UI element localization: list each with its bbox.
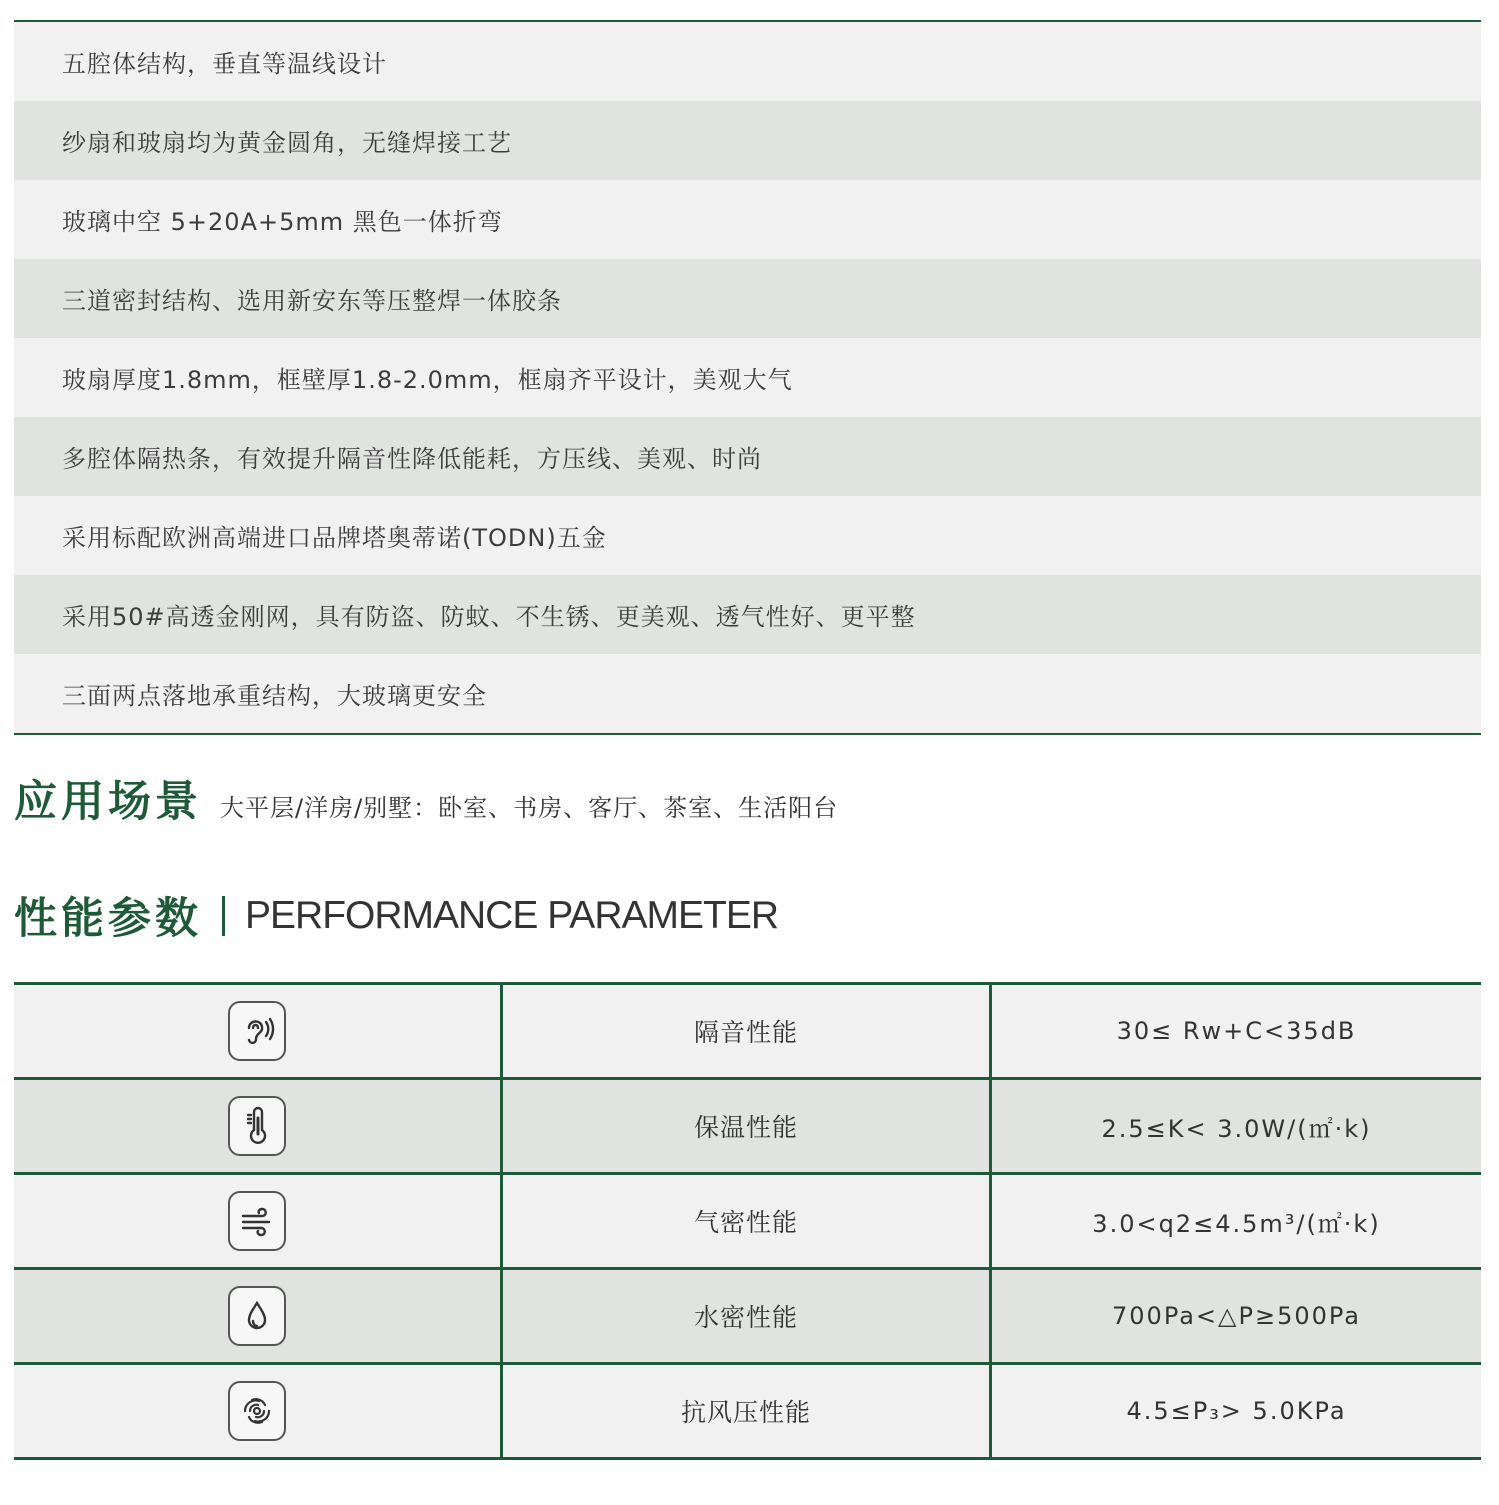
title-divider: [222, 896, 225, 936]
table-row: [14, 1175, 1481, 1270]
icon-cell: [14, 1175, 503, 1267]
param-name: 抗风压性能: [503, 1365, 992, 1457]
feature-item: 纱扇和玻扇均为黄金圆角，无缝焊接工艺: [14, 101, 1481, 180]
performance-title-en: PERFORMANCE PARAMETER: [245, 893, 778, 937]
feature-item: 五腔体结构，垂直等温线设计: [14, 22, 1481, 101]
performance-header: [14, 885, 778, 946]
icon-cell: [14, 1270, 503, 1362]
performance-title: 性能参数: [14, 894, 202, 944]
feature-item: 三面两点落地承重结构，大玻璃更安全: [14, 654, 1481, 733]
param-value: 2.5≤K< 3.0W/(㎡·k): [1101, 1114, 1372, 1143]
icon-cell: [14, 1080, 503, 1172]
param-name: 气密性能: [503, 1175, 992, 1267]
table-row: [14, 1365, 1481, 1460]
scene-text: 大平层/洋房/别墅：卧室、书房、客厅、茶室、生活阳台: [220, 794, 839, 822]
performance-table: [14, 982, 1481, 1460]
param-name: 保温性能: [503, 1080, 992, 1172]
table-row: [14, 1080, 1481, 1175]
scene-title: 应用场景: [14, 777, 202, 827]
icon-cell: [14, 985, 503, 1077]
ear-icon: [228, 1001, 286, 1061]
thermometer-icon: [228, 1096, 286, 1156]
feature-item: 采用标配欧洲高端进口品牌塔奥蒂诺(TODN)五金: [14, 496, 1481, 575]
wind-icon: [228, 1191, 286, 1251]
param-value: 4.5≤P₃> 5.0KPa: [1126, 1397, 1347, 1425]
water-drop-icon: [228, 1286, 286, 1346]
feature-item: 多腔体隔热条，有效提升隔音性降低能耗，方压线、美观、时尚: [14, 417, 1481, 496]
param-name: 水密性能: [503, 1270, 992, 1362]
feature-list: [14, 20, 1481, 735]
feature-item: 采用50#高透金刚网，具有防盗、防蚊、不生锈、更美观、透气性好、更平整: [14, 575, 1481, 654]
table-row: [14, 1270, 1481, 1365]
param-value: 3.0<q2≤4.5m³/(㎡·k): [1092, 1209, 1381, 1238]
icon-cell: [14, 1365, 503, 1457]
feature-item: 玻扇厚度1.8mm，框壁厚1.8-2.0mm，框扇齐平设计，美观大气: [14, 338, 1481, 417]
table-row: [14, 985, 1481, 1080]
feature-item: 三道密封结构、选用新安东等压整焊一体胶条: [14, 259, 1481, 338]
application-scene: [14, 768, 838, 829]
param-name: 隔音性能: [503, 985, 992, 1077]
param-value: 700Pa<△P≥500Pa: [1112, 1302, 1361, 1330]
cyclone-icon: [228, 1381, 286, 1441]
feature-item: 玻璃中空 5+20A+5mm 黑色一体折弯: [14, 180, 1481, 259]
param-value: 30≤ Rw+C<35dB: [1116, 1017, 1357, 1045]
